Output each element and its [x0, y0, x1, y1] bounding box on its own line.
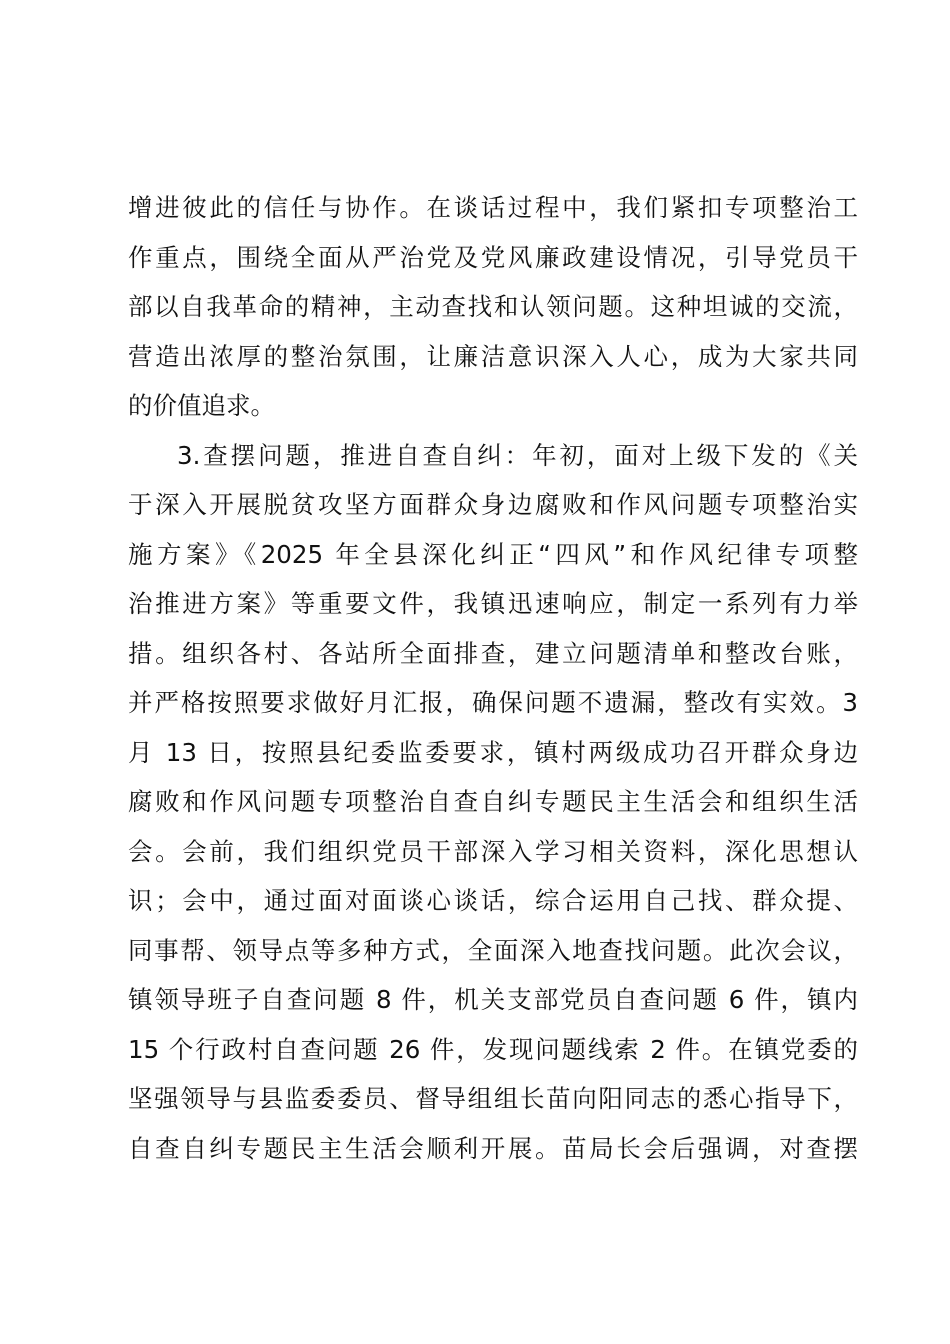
- text-line: 于深入开展脱贫攻坚方面群众身边腐败和作风问题专项整治实: [128, 490, 858, 519]
- text-line: 15 个行政村自查问题 26 件，发现问题线索 2 件。在镇党委的: [128, 1034, 858, 1064]
- paragraph-first-line: 3.查摆问题，推进自查自纠：年初，面对上级下发的《关: [177, 440, 858, 470]
- text-line: 治推进方案》等重要文件，我镇迅速响应，制定一系列有力举: [128, 589, 858, 618]
- paragraph-last-line: 的价值追求。: [128, 391, 275, 420]
- text-line: 月 13 日，按照县纪委监委要求，镇村两级成功召开群众身边: [128, 737, 858, 767]
- text-line: 增进彼此的信任与协作。在谈话过程中，我们紧扣专项整治工: [128, 193, 858, 222]
- text-line: 自查自纠专题民主生活会顺利开展。苗局长会后强调，对查摆: [128, 1133, 858, 1163]
- text-line: 作重点，围绕全面从严治党及党风廉政建设情况，引导党员干: [128, 242, 858, 272]
- text-line: 并严格按照要求做好月汇报，确保问题不遗漏，整改有实效。3: [128, 688, 858, 717]
- text-line: 营造出浓厚的整治氛围，让廉洁意识深入人心，成为大家共同: [128, 341, 858, 371]
- text-line: 识；会中，通过面对面谈心谈话，综合运用自己找、群众提、: [128, 886, 858, 915]
- text-line: 镇领导班子自查问题 8 件，机关支部党员自查问题 6 件，镇内: [128, 985, 858, 1014]
- text-line: 坚强领导与县监委委员、督导组组长苗向阳同志的悉心指导下，: [128, 1084, 858, 1113]
- text-line: 部以自我革命的精神，主动查找和认领问题。这种坦诚的交流，: [128, 292, 858, 321]
- text-line: 施方案》《2025 年全县深化纠正“四风”和作风纪律专项整: [128, 539, 858, 569]
- text-line: 措。组织各村、各站所全面排查，建立问题清单和整改台账，: [128, 638, 858, 668]
- text-line: 腐败和作风问题专项整治自查自纠专题民主生活会和组织生活: [128, 787, 858, 816]
- body-text: [128, 183, 858, 1173]
- text-line: 同事帮、领导点等多种方式，全面深入地查找问题。此次会议，: [128, 935, 858, 965]
- text-line: 会。会前，我们组织党员干部深入学习相关资料，深化思想认: [128, 836, 858, 866]
